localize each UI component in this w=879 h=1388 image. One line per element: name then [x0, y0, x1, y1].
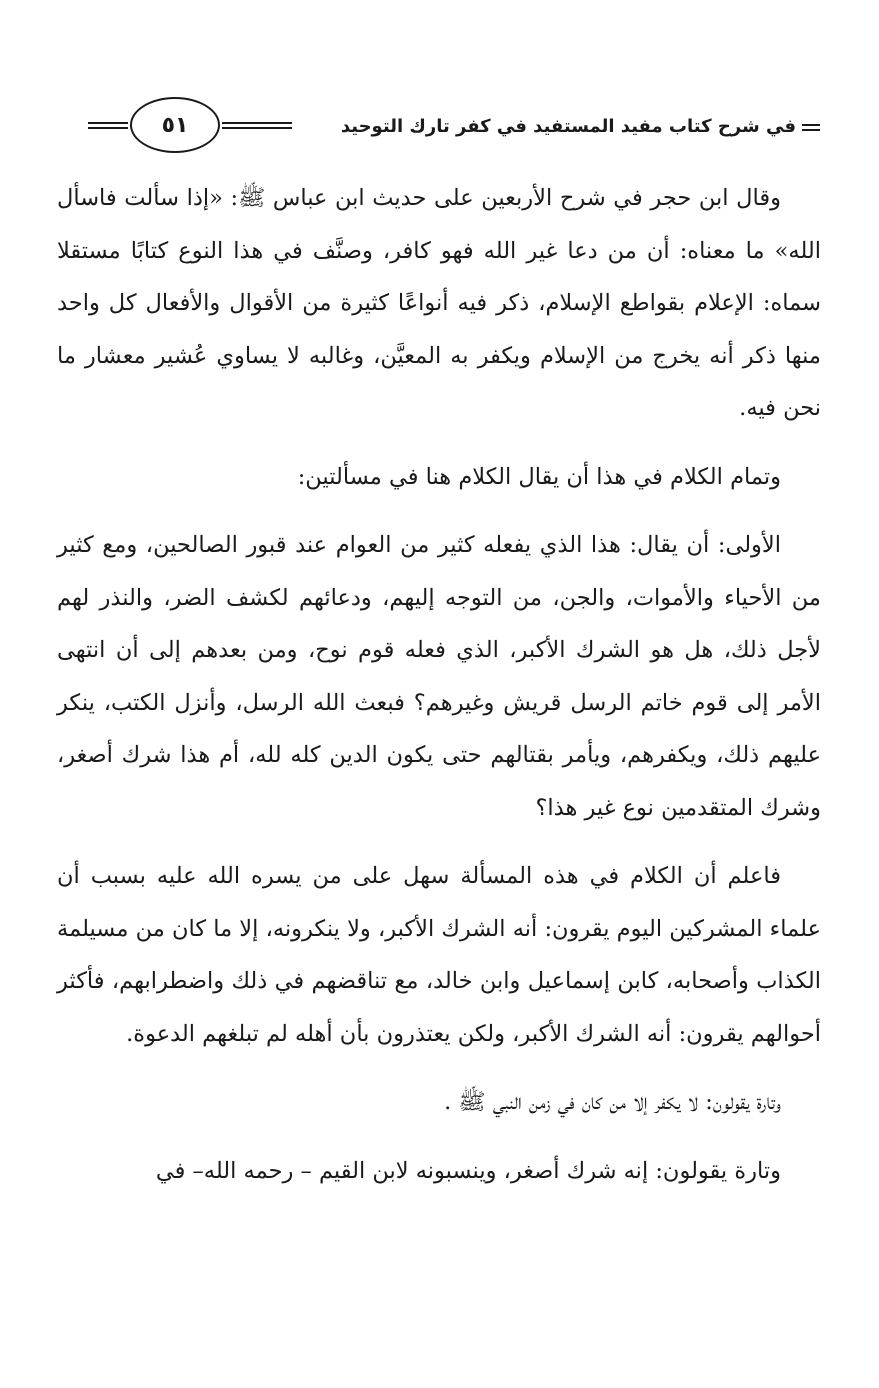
running-title — [341, 116, 820, 137]
header-rule-left — [88, 122, 128, 129]
page-number: ٥١ — [130, 97, 220, 153]
title-rule-mark — [802, 124, 820, 131]
header-rule-right — [222, 122, 292, 129]
paragraph-3: الأولى: أن يقال: هذا الذي يفعله كثير من العوام عند قبور الصالحين، ومع كثير من الأحياء والأموات، والجن، من التوجه إليهم، ودعائهم لكشف الضر، والنذر لهم لأجل ذلك، هل هو الشرك الأكبر، الذي فعله قوم نوح، ومن بعدهم إلى أن انتهى الأمر إلى قوم خاتم الرسل قريش وغيرهم؟ فبعث الله الرسل، وأنزل الكتب، ينكر عليهم ذلك، ويكفرهم، ويأمر بقتالهم حتى يكون الدين كله لله، أم هذا شرك أصغر، وشرك المتقدمين نوع غير هذا؟ — [57, 532, 821, 821]
paragraph-2: وتمام الكلام في هذا أن يقال الكلام هنا في مسألتين: — [297, 463, 781, 490]
paragraph-5: وتارة يقولون: لا يكفر إلا من كان في زمن النبي ﷺ . — [444, 1089, 781, 1115]
paragraph-6: وتارة يقولون: إنه شرك أصغر، وينسبونه لابن القيم – رحمه الله– في — [155, 1157, 781, 1184]
paragraph-1: وقال ابن حجر في شرح الأربعين على حديث ابن عباس ﷺ: «إذا سألت فاسأل الله» ما معناه: أن من دعا غير الله فهو كافر، وصنَّف في هذا النوع كتابًا مستقلا سماه: الإعلام بقواطع الإسلام، ذكر فيه أنواعًا كثيرة من الأقوال والأفعال كل واحد منها ذكر أنه يخرج من الإسلام ويكفر به المعيَّن، وغالبه لا يساوي عُشير معشار ما نحن فيه. — [57, 185, 821, 421]
text-body — [57, 172, 821, 1213]
page-header — [88, 92, 820, 162]
running-title-text: في شرح كتاب مفيد المستفيد في كفر تارك التوحيد — [340, 116, 796, 137]
paragraph-4: فاعلم أن الكلام في هذه المسألة سهل على من يسره الله عليه بسبب أن علماء المشركين اليوم يقرون: أنه الشرك الأكبر، ولا ينكرونه، إلا ما كان من مسيلمة الكذاب وأصحابه، كابن إسماعيل وابن خالد، مع تناقضهم في ذلك واضطرابهم، فأكثر أحوالهم يقرون: أنه الشرك الأكبر، ولكن يعتذرون بأن أهله لم تبلغهم الدعوة. — [57, 863, 821, 1047]
